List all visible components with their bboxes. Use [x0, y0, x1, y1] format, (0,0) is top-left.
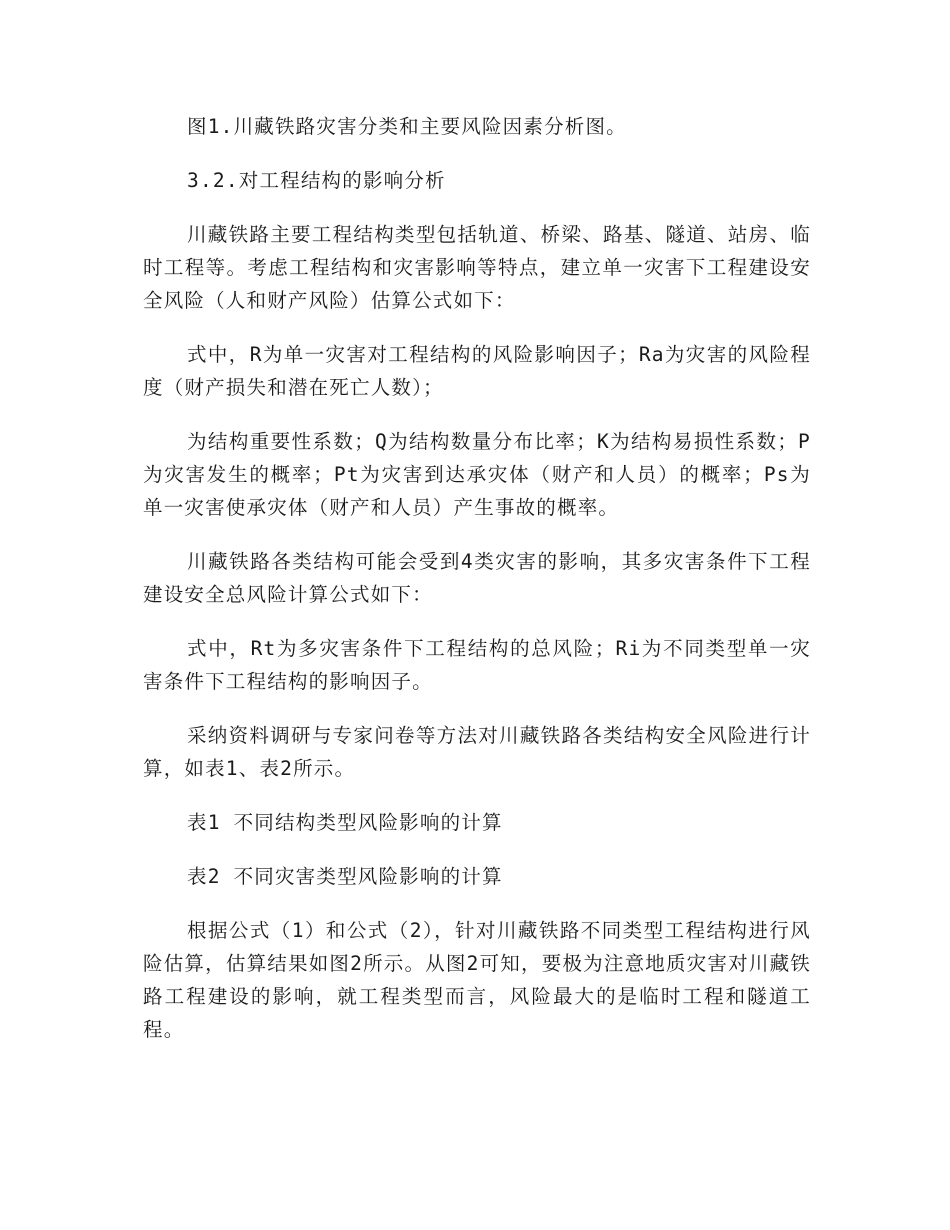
- document-body: [143, 110, 811, 1067]
- section-heading: 3.2.对工程结构的影响分析: [187, 169, 446, 192]
- table-caption-2: 表2 不同灾害类型风险影响的计算: [187, 865, 503, 888]
- paragraph-coefficients: 为结构重要性系数；Q为结构数量分布比率；K为结构易损性系数；P为灾害发生的概率；Pt为灾害到达承灾体（财产和人员）的概率；Ps为单一灾害使承灾体（财产和人员）产生事故的概率。: [143, 430, 811, 519]
- figure-caption: 图1.川藏铁路灾害分类和主要风险因素分析图。: [187, 115, 627, 138]
- paragraph-formula-explanation: 式中，R为单一灾害对工程结构的风险影响因子；Ra为灾害的风险程度（财产损失和潜在死亡人数）；: [143, 343, 811, 399]
- table-caption-1: 表1 不同结构类型风险影响的计算: [187, 811, 503, 834]
- paragraph-multi-hazard: 川藏铁路各类结构可能会受到4类灾害的影响，其多灾害条件下工程建设安全总风险计算公式如下：: [143, 550, 811, 606]
- paragraph-calculation-method: 采纳资料调研与专家问卷等方法对川藏铁路各类结构安全风险进行计算，如表1、表2所示。: [143, 724, 811, 780]
- paragraph-total-risk: 式中，Rt为多灾害条件下工程结构的总风险；Ri为不同类型单一灾害条件下工程结构的影响因子。: [143, 637, 811, 693]
- paragraph-structure-types: 川藏铁路主要工程结构类型包括轨道、桥梁、路基、隧道、站房、临时工程等。考虑工程结构和灾害影响等特点，建立单一灾害下工程建设安全风险（人和财产风险）估算公式如下：: [143, 223, 811, 312]
- paragraph-conclusion: 根据公式（1）和公式（2），针对川藏铁路不同类型工程结构进行风险估算，估算结果如图2所示。从图2可知，要极为注意地质灾害对川藏铁路工程建设的影响，就工程类型而言，风险最大的是临时工程和隧道工程。: [143, 919, 811, 1041]
